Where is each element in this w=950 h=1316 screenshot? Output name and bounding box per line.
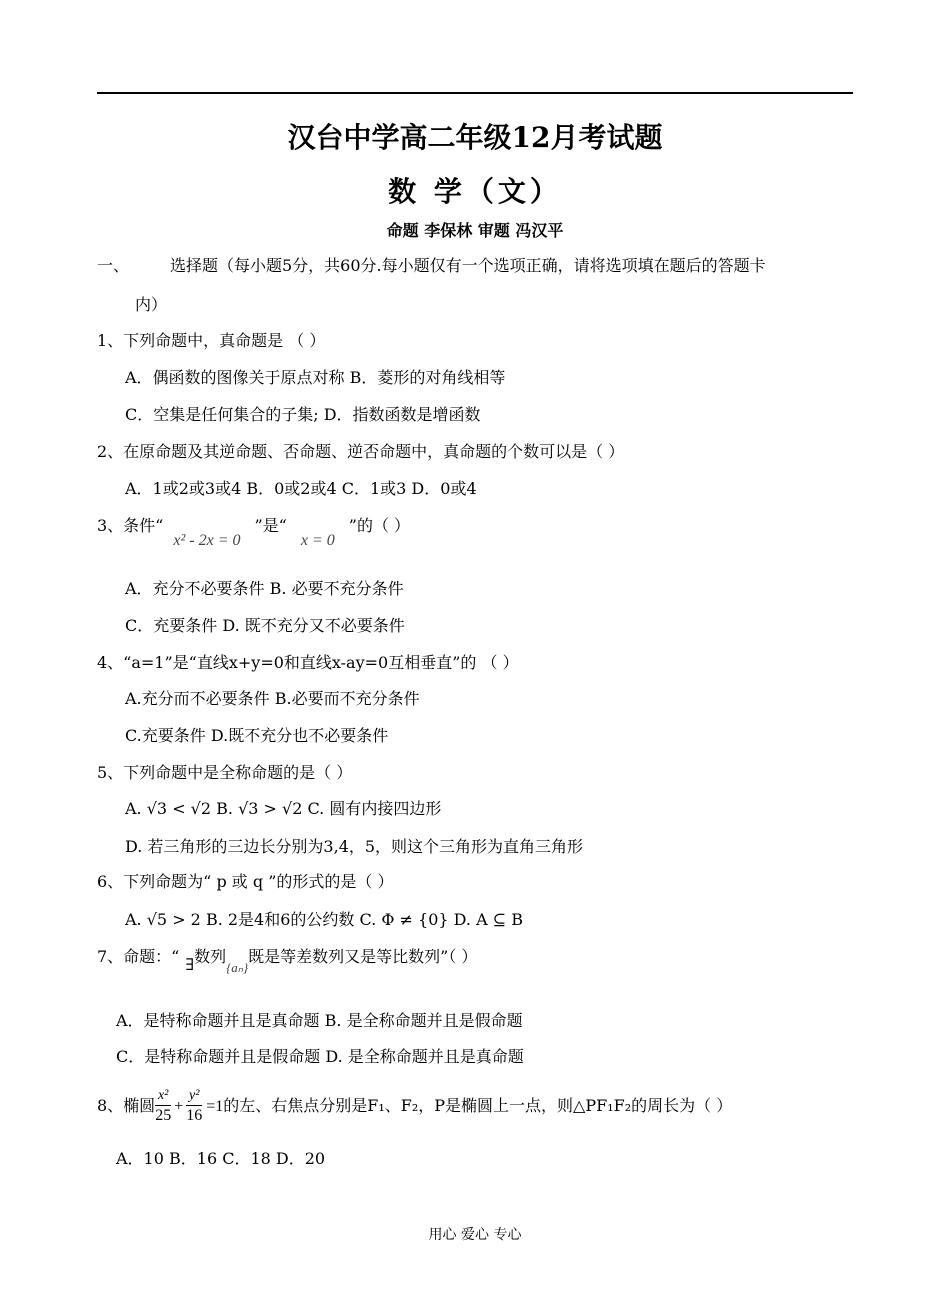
q8-stem-pre: 8、椭圆 — [97, 1096, 156, 1115]
q6-options: A. √5 > 2 B. 2是4和6的公约数 C. Φ ≠ {0} D. A ⊆ B — [125, 910, 523, 929]
section-instruction-1: 选择题（每小题5分，共60分.每小题仅有一个选项正确，请将选项填在题后的答题卡 — [170, 256, 766, 275]
q3-formula-2: x = 0 — [300, 532, 335, 549]
q4-options-cd: C.充要条件 D.既不充分也不必要条件 — [125, 726, 389, 745]
q7-options-ab: A．是特称命题并且是真命题 B. 是全称命题并且是假命题 — [116, 1011, 523, 1030]
q5-option-d: D. 若三角形的三边长分别为3,4，5，则这个三角形为直角三角形 — [125, 837, 584, 856]
fraction-y-numerator: y² — [189, 1088, 200, 1103]
q7-stem-pre: 7、命题：“ — [97, 947, 180, 966]
q3-stem-pre: 3、条件“ — [97, 516, 164, 535]
q3-formula-1: x² - 2x = 0 — [173, 532, 241, 549]
equals-one: =1 — [202, 1098, 224, 1115]
q2-options: A．1或2或3或4 B．0或2或4 C．1或3 D．0或4 — [125, 479, 477, 498]
q3-options-ab: A．充分不必要条件 B. 必要不充分条件 — [125, 579, 404, 598]
authors-line: 命题 李保林 审题 冯汉平 — [386, 221, 564, 240]
fraction-x-numerator: x² — [157, 1088, 169, 1103]
q3-stem-mid: ”是“ — [254, 516, 287, 535]
page-footer: 用心 爱心 专心 — [428, 1227, 522, 1243]
q4-options-ab: A.充分而不必要条件 B.必要而不充分条件 — [125, 689, 420, 708]
q6-stem: 6、下列命题为“ p 或 q ”的形式的是（ ） — [97, 872, 394, 891]
q5-options-abc: A. √3 < √2 B. √3 > √2 C. 圆有内接四边形 — [125, 799, 442, 818]
q1-options-cd: C．空集是任何集合的子集; D．指数函数是增函数 — [125, 405, 481, 424]
q7-stem — [97, 946, 478, 975]
fraction-y-denominator: 16 — [186, 1107, 203, 1124]
q7-options-cd: C．是特称命题并且是假命题 D. 是全称命题并且是真命题 — [116, 1047, 524, 1066]
q3-stem-post: ”的（ ） — [348, 516, 411, 535]
q8-stem — [97, 1084, 732, 1129]
exam-title: 汉台中学高二年级12月考试题 — [287, 121, 663, 154]
q1-options-ab: A．偶函数的图像关于原点对称 B．菱形的对角线相等 — [125, 368, 506, 387]
plus-sign: + — [174, 1098, 184, 1115]
exists-symbol: ∃ — [185, 955, 195, 974]
q7-mid: 数列 — [194, 947, 227, 966]
section-instruction-2: 内） — [135, 295, 168, 314]
q3-stem — [97, 515, 411, 549]
q8-options: A．10 B．16 C．18 D．20 — [116, 1149, 326, 1168]
section-label: 一、 — [97, 256, 130, 275]
q1-stem: 1、下列命题中，真命题是 （ ） — [97, 331, 326, 350]
q4-stem: 4、“a=1”是“直线x+y=0和直线x-ay=0互相垂直”的 （ ） — [97, 653, 519, 672]
q8-stem-post: 的左、右焦点分别是F₁、F₂，P是椭圆上一点，则△PF₁F₂的周长为（ ） — [223, 1096, 733, 1115]
q2-stem: 2、在原命题及其逆命题、否命题、逆否命题中，真命题的个数可以是（ ） — [97, 442, 625, 461]
subject-title: 数 学（文） — [388, 175, 562, 208]
fraction-y — [186, 1087, 202, 1126]
q5-stem: 5、下列命题中是全称命题的是（ ） — [97, 763, 353, 782]
fraction-x-denominator: 25 — [155, 1107, 172, 1124]
top-rule — [97, 92, 853, 94]
sequence-symbol: {aₙ} — [226, 960, 249, 975]
q7-stem-post: 既是等差数列又是等比数列”（ ） — [248, 947, 478, 966]
fraction-x — [155, 1087, 171, 1126]
q3-options-cd: C．充要条件 D. 既不充分又不必要条件 — [125, 616, 405, 635]
